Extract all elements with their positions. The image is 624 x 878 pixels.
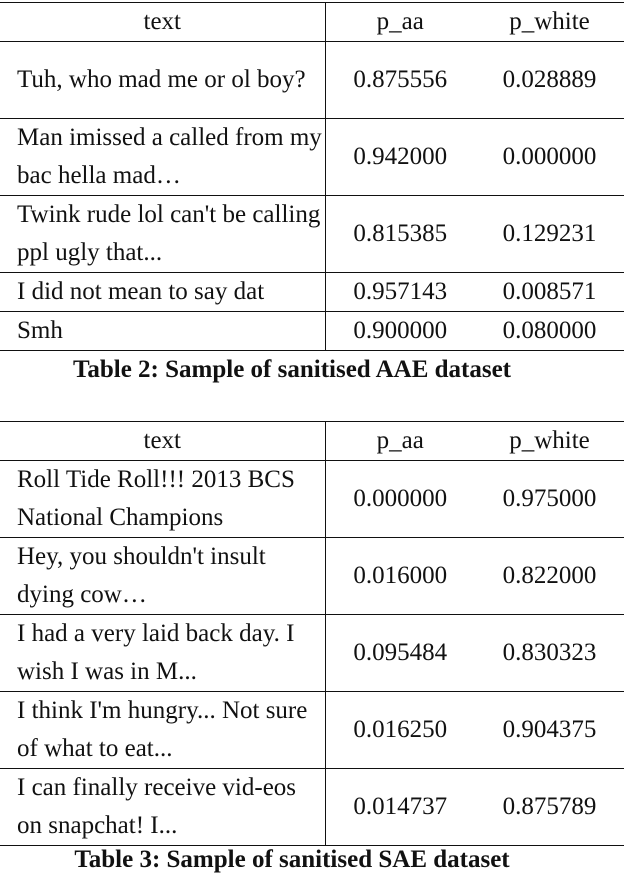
- cell-p-aa: 0.016000: [325, 538, 475, 615]
- cell-text: Roll Tide Roll!!! 2013 BCS National Champions: [0, 461, 325, 538]
- table-row: [0, 196, 624, 273]
- cell-p-aa: 0.942000: [325, 119, 475, 196]
- table-row: [0, 538, 624, 615]
- header-row: [0, 3, 624, 42]
- cell-text: Tuh, who mad me or ol boy?: [0, 42, 325, 119]
- cell-p-white: 0.000000: [475, 119, 624, 196]
- table-row: [0, 119, 624, 196]
- cell-p-white: 0.008571: [475, 273, 624, 312]
- header-row: [0, 422, 624, 461]
- cell-text: I had a very laid back day. I wish I was in M...: [0, 615, 325, 692]
- cell-text: I think I'm hungry... Not sure of what to eat...: [0, 692, 325, 769]
- table-row: [0, 461, 624, 538]
- aae-sample-table: [0, 2, 624, 351]
- table-row: [0, 692, 624, 769]
- cell-p-white: 0.875789: [475, 769, 624, 846]
- table-row: [0, 42, 624, 119]
- cell-p-white: 0.822000: [475, 538, 624, 615]
- cell-p-aa: 0.000000: [325, 461, 475, 538]
- table-row: [0, 273, 624, 312]
- cell-p-aa: 0.815385: [325, 196, 475, 273]
- cell-p-aa: 0.095484: [325, 615, 475, 692]
- cell-text: Smh: [0, 312, 325, 351]
- cell-text: Hey, you shouldn't insult dying cow…: [0, 538, 325, 615]
- table-3-caption: Table 3: Sample of sanitised SAE dataset: [74, 846, 510, 873]
- column-header-text: text: [0, 3, 325, 42]
- cell-p-white: 0.975000: [475, 461, 624, 538]
- cell-text: Twink rude lol can't be calling ppl ugly that...: [0, 196, 325, 273]
- cell-p-white: 0.904375: [475, 692, 624, 769]
- sae-sample-table: [0, 421, 624, 846]
- cell-p-aa: 0.900000: [325, 312, 475, 351]
- cell-text: I did not mean to say dat: [0, 273, 325, 312]
- column-header-p-white: p_white: [475, 422, 624, 461]
- table-2-caption: Table 2: Sample of sanitised AAE dataset: [72, 356, 511, 383]
- table-row: [0, 312, 624, 351]
- table-row: [0, 615, 624, 692]
- table-row: [0, 769, 624, 846]
- cell-p-aa: 0.016250: [325, 692, 475, 769]
- cell-text: I can finally receive vid-eos on snapchat! I...: [0, 769, 325, 846]
- cell-text: Man imissed a called from my bac hella mad…: [0, 119, 325, 196]
- cell-p-aa: 0.875556: [325, 42, 475, 119]
- cell-p-white: 0.129231: [475, 196, 624, 273]
- cell-p-white: 0.830323: [475, 615, 624, 692]
- column-header-p-aa: p_aa: [325, 422, 475, 461]
- column-header-p-white: p_white: [475, 3, 624, 42]
- column-header-p-aa: p_aa: [325, 3, 475, 42]
- cell-p-white: 0.080000: [475, 312, 624, 351]
- column-header-text: text: [0, 422, 325, 461]
- cell-p-aa: 0.957143: [325, 273, 475, 312]
- cell-p-aa: 0.014737: [325, 769, 475, 846]
- cell-p-white: 0.028889: [475, 42, 624, 119]
